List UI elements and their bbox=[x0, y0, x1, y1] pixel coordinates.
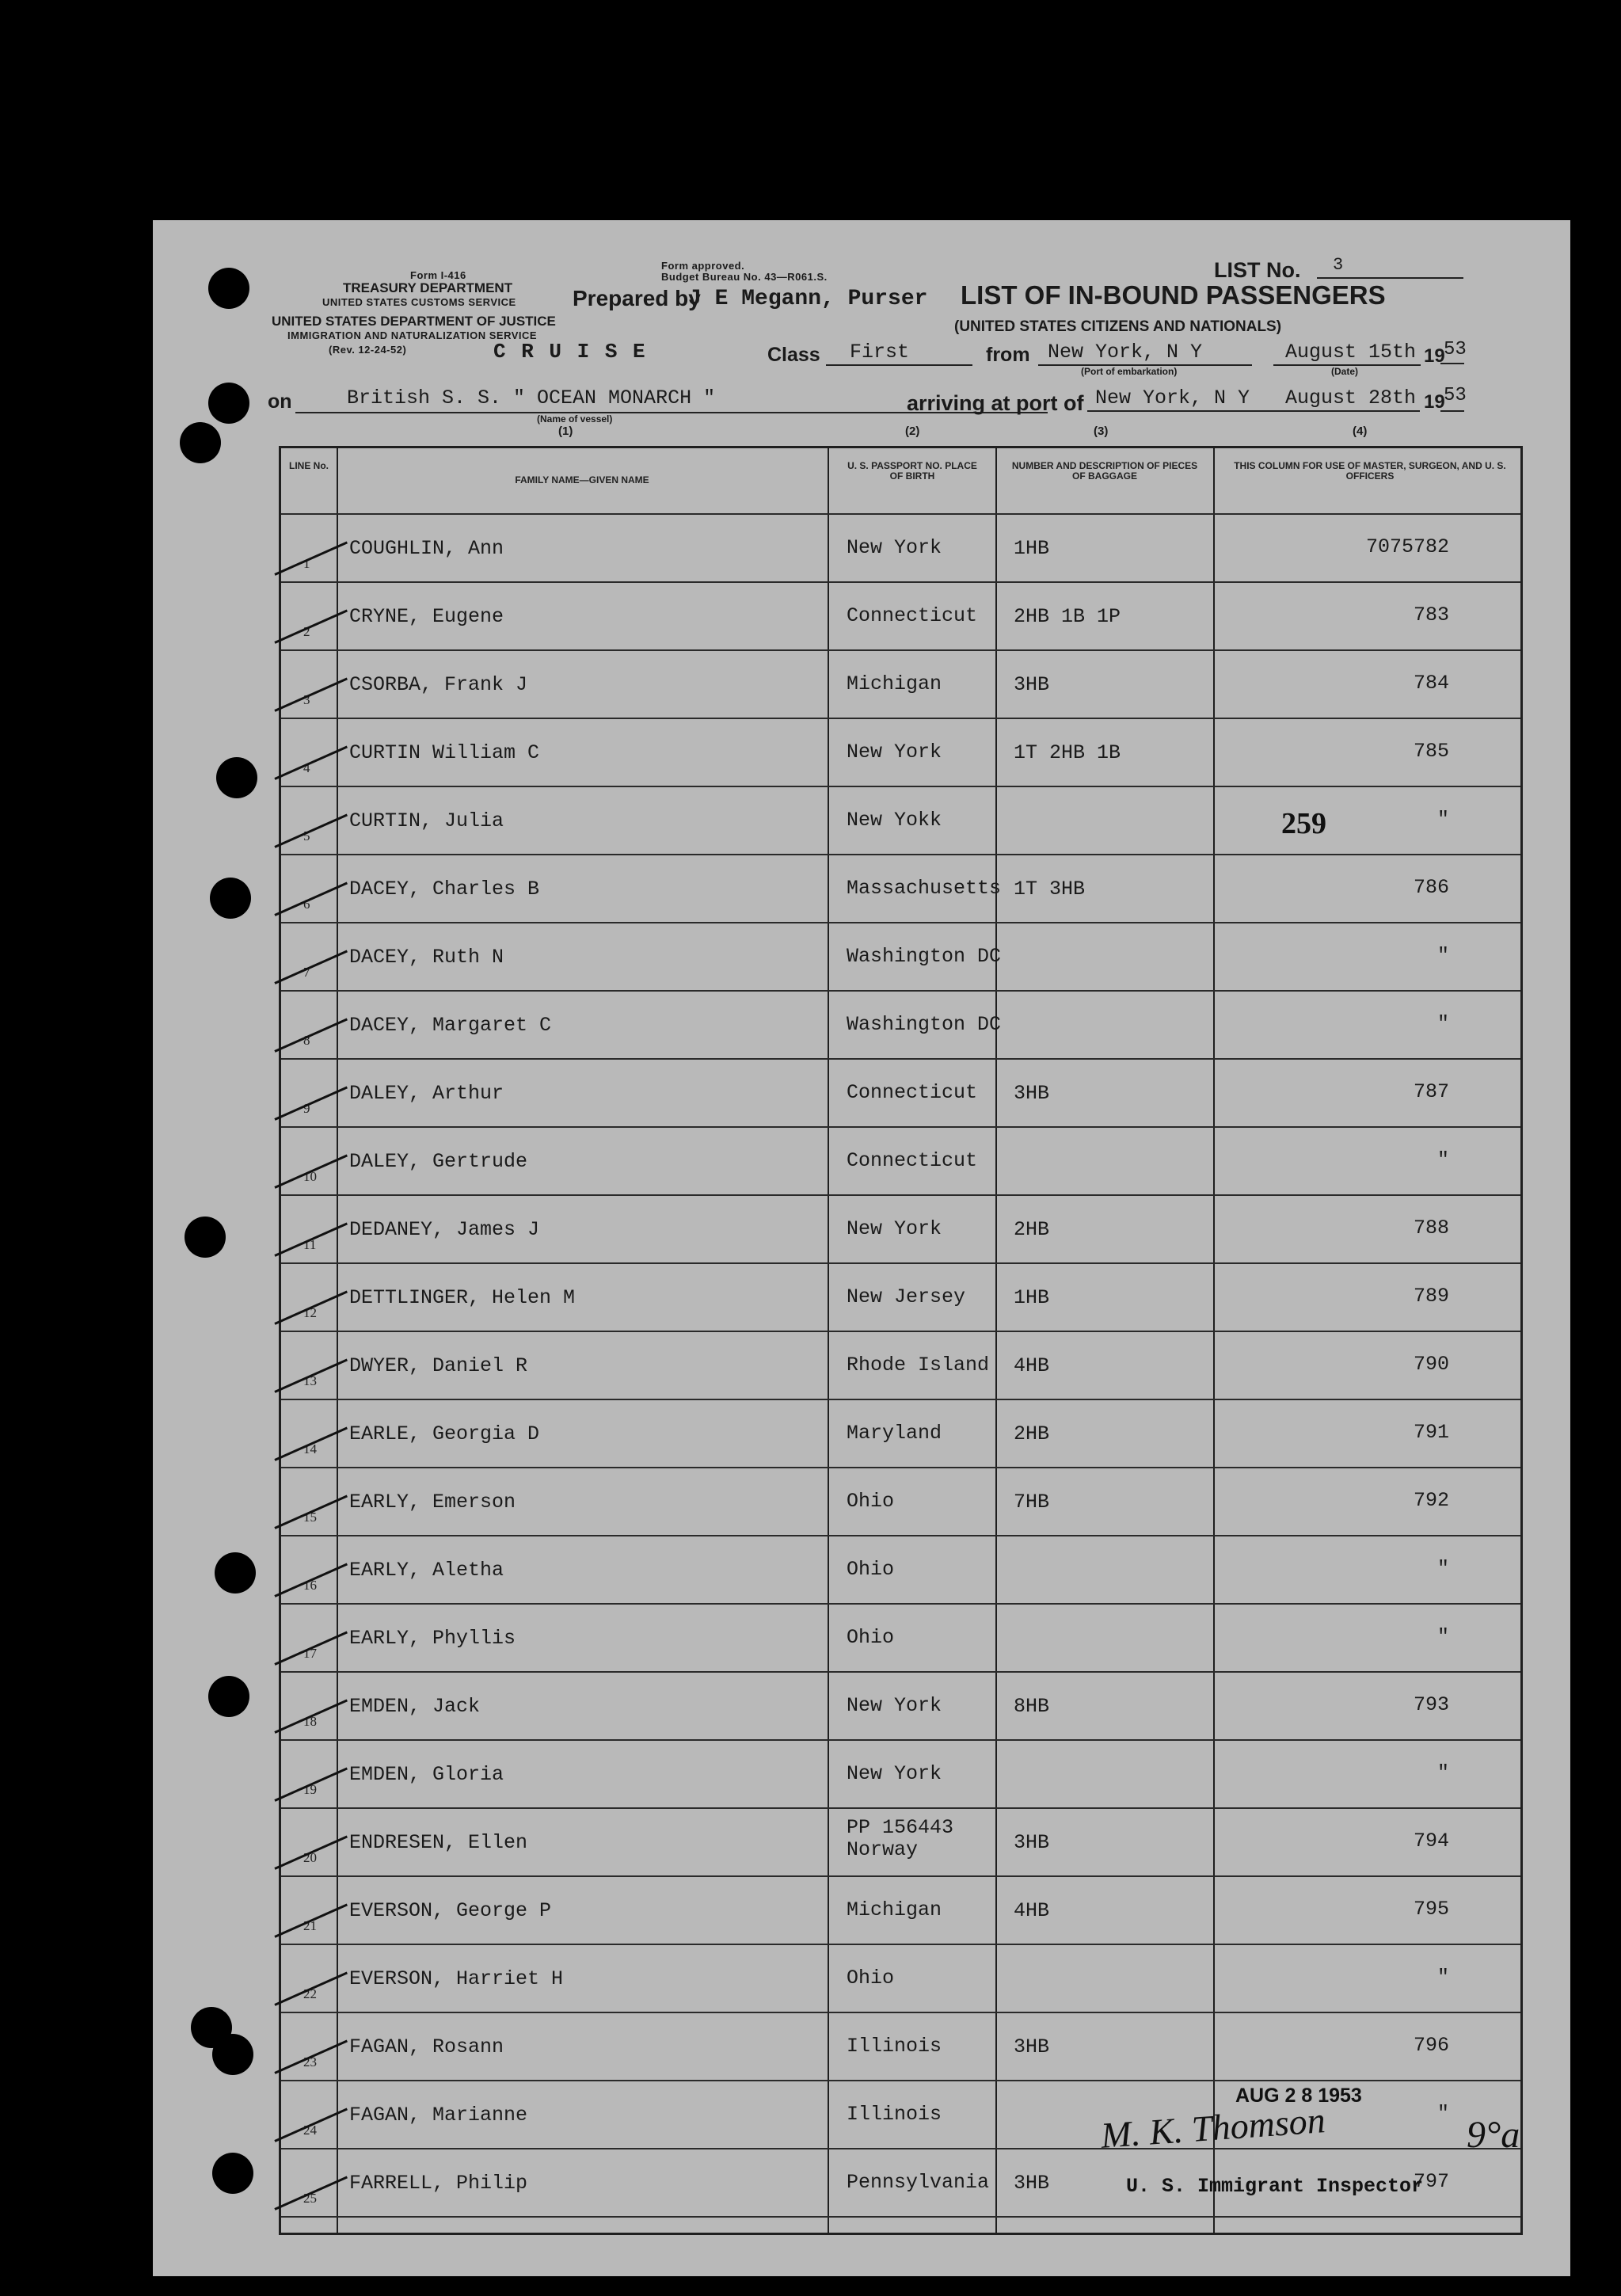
official-number: 792 bbox=[1413, 1489, 1449, 1512]
handwritten-count: 259 bbox=[1281, 807, 1326, 840]
baggage: 8HB bbox=[1014, 1695, 1050, 1718]
col-num-3: (3) bbox=[1094, 425, 1109, 438]
punch-hole bbox=[180, 422, 221, 463]
baggage: 3HB bbox=[1014, 673, 1050, 696]
baggage: 3HB bbox=[1014, 1082, 1050, 1105]
baggage: 4HB bbox=[1014, 1354, 1050, 1377]
vessel-name: British S. S. " OCEAN MONARCH " bbox=[347, 386, 716, 409]
form-approved: Form approved. bbox=[661, 260, 745, 272]
place-of-birth: Illinois bbox=[847, 2103, 942, 2126]
col-num-1: (1) bbox=[558, 425, 573, 438]
passenger-name: COUGHLIN, Ann bbox=[349, 537, 504, 560]
line-number: 10 bbox=[303, 1169, 317, 1184]
line-number: 13 bbox=[303, 1373, 317, 1388]
passenger-name: DACEY, Ruth N bbox=[349, 946, 504, 969]
passenger-name: EARLE, Georgia D bbox=[349, 1422, 540, 1445]
official-number: 795 bbox=[1413, 1898, 1449, 1921]
official-number: 790 bbox=[1413, 1353, 1449, 1376]
place-of-birth: Washington DC bbox=[847, 1013, 1002, 1036]
passenger-name: CSORBA, Frank J bbox=[349, 673, 528, 696]
inspector-signature: M. K. Thomson bbox=[1099, 2100, 1327, 2156]
official-number: 785 bbox=[1413, 740, 1449, 763]
baggage: 7HB bbox=[1014, 1491, 1050, 1514]
place-of-birth: Michigan bbox=[847, 1898, 942, 1921]
place-of-birth: Ohio bbox=[847, 1626, 895, 1649]
place-of-birth: New York bbox=[847, 1694, 942, 1717]
line-number: 15 bbox=[303, 1510, 317, 1525]
place-of-birth: New York bbox=[847, 1217, 942, 1240]
col-num-4: (4) bbox=[1353, 425, 1368, 438]
baggage: 2HB bbox=[1014, 1422, 1050, 1445]
from-year: 53 bbox=[1444, 339, 1467, 360]
punch-hole bbox=[216, 757, 257, 798]
place-of-birth: Rhode Island bbox=[847, 1354, 990, 1376]
official-number: " bbox=[1436, 1966, 1449, 1989]
passenger-name: CURTIN, Julia bbox=[349, 809, 504, 832]
header-line-no: LINE No. bbox=[289, 460, 329, 471]
line-number: 23 bbox=[303, 2054, 317, 2069]
official-number: " bbox=[1436, 1761, 1449, 1784]
official-number: " bbox=[1436, 2102, 1449, 2125]
header-officers: THIS COLUMN FOR USE OF MASTER, SURGEON, AND U. S. OFFICERS bbox=[1234, 460, 1506, 482]
passenger-name: EARLY, Emerson bbox=[349, 1491, 516, 1514]
prepared-label: Prepared by bbox=[573, 286, 701, 310]
place-of-birth: Ohio bbox=[847, 1490, 895, 1513]
passenger-name: FAGAN, Marianne bbox=[349, 2104, 528, 2127]
official-number: 794 bbox=[1413, 1830, 1449, 1852]
line-number: 12 bbox=[303, 1305, 317, 1320]
passenger-name: DACEY, Margaret C bbox=[349, 1014, 552, 1037]
punch-hole bbox=[185, 1217, 226, 1258]
line-number: 6 bbox=[303, 897, 310, 912]
budget-bureau: Budget Bureau No. 43—R061.S. bbox=[661, 271, 828, 283]
place-of-birth: Washington DC bbox=[847, 945, 1002, 968]
from-port: New York, N Y bbox=[1048, 341, 1203, 364]
official-number: 793 bbox=[1413, 1693, 1449, 1716]
dept-ins: IMMIGRATION AND NATURALIZATION SERVICE bbox=[287, 329, 538, 341]
header-passport: U. S. PASSPORT NO. PLACE OF BIRTH bbox=[847, 460, 977, 482]
passenger-name: DALEY, Gertrude bbox=[349, 1150, 528, 1173]
place-of-birth: PP 156443 Norway bbox=[847, 1816, 954, 1861]
passenger-name: CRYNE, Eugene bbox=[349, 605, 504, 628]
year-prefix: 19 bbox=[1424, 345, 1445, 367]
punch-hole bbox=[210, 878, 251, 919]
passenger-table bbox=[279, 446, 1523, 2235]
inspection-date-stamp: AUG 2 8 1953 bbox=[1235, 2085, 1362, 2107]
passenger-name: CURTIN William C bbox=[349, 741, 540, 764]
line-number: 4 bbox=[303, 760, 310, 775]
list-number-label: LIST No. bbox=[1214, 258, 1301, 282]
official-number: 788 bbox=[1413, 1217, 1449, 1239]
place-of-birth: New York bbox=[847, 1762, 942, 1785]
passenger-name: EARLY, Aletha bbox=[349, 1559, 504, 1582]
punch-hole bbox=[208, 268, 249, 309]
header-name: FAMILY NAME—GIVEN NAME bbox=[515, 474, 649, 485]
dept-justice: UNITED STATES DEPARTMENT OF JUSTICE bbox=[272, 314, 556, 329]
line-number: 22 bbox=[303, 1986, 317, 2001]
line-number: 7 bbox=[303, 965, 310, 980]
on-label: on bbox=[268, 390, 292, 413]
class-label: Class bbox=[767, 344, 820, 366]
arriving-label: arriving at port of bbox=[907, 391, 1084, 415]
place-of-birth: Connecticut bbox=[847, 604, 978, 627]
baggage: 2HB 1B 1P bbox=[1014, 605, 1121, 628]
place-of-birth: Illinois bbox=[847, 2035, 942, 2058]
dept-customs: UNITED STATES CUSTOMS SERVICE bbox=[322, 296, 516, 308]
line-number: 14 bbox=[303, 1441, 317, 1456]
place-of-birth: New Yokk bbox=[847, 809, 942, 832]
from-date: August 15th bbox=[1285, 341, 1417, 364]
official-number: 786 bbox=[1413, 876, 1449, 899]
passenger-name: DEDANEY, James J bbox=[349, 1218, 540, 1241]
line-number: 18 bbox=[303, 1714, 317, 1729]
line-number: 25 bbox=[303, 2191, 317, 2206]
line-number: 5 bbox=[303, 828, 310, 843]
official-number: " bbox=[1436, 1012, 1449, 1035]
passenger-name: DETTLINGER, Helen M bbox=[349, 1286, 576, 1309]
punch-hole bbox=[208, 1676, 249, 1717]
baggage: 1HB bbox=[1014, 537, 1050, 560]
line-number: 24 bbox=[303, 2123, 317, 2138]
line-number: 3 bbox=[303, 692, 310, 707]
date-caption: (Date) bbox=[1331, 366, 1359, 377]
prepared-by: J E Megann, Purser bbox=[688, 287, 928, 311]
header-baggage: NUMBER AND DESCRIPTION OF PIECES OF BAGGAGE bbox=[1011, 460, 1198, 482]
place-of-birth: Ohio bbox=[847, 1558, 895, 1581]
dept-treasury: TREASURY DEPARTMENT bbox=[343, 280, 513, 295]
line-number: 19 bbox=[303, 1782, 317, 1797]
place-of-birth: Maryland bbox=[847, 1422, 942, 1445]
baggage: 1T 2HB 1B bbox=[1014, 741, 1121, 764]
punch-hole bbox=[208, 383, 249, 424]
margin-note: 9°a bbox=[1467, 2114, 1520, 2156]
from-label: from bbox=[986, 344, 1030, 366]
list-number: 3 bbox=[1333, 255, 1344, 275]
passenger-name: EVERSON, George P bbox=[349, 1899, 552, 1922]
official-number: 791 bbox=[1413, 1421, 1449, 1444]
passenger-name: FAGAN, Rosann bbox=[349, 2035, 504, 2058]
arriving-date: August 28th bbox=[1285, 386, 1417, 409]
place-of-birth: Connecticut bbox=[847, 1149, 978, 1172]
line-number: 20 bbox=[303, 1850, 317, 1865]
line-number: 8 bbox=[303, 1033, 310, 1048]
class-value: First bbox=[850, 341, 910, 364]
place-of-birth: New York bbox=[847, 536, 942, 559]
arriving-port: New York, N Y bbox=[1095, 386, 1250, 409]
place-of-birth: Ohio bbox=[847, 1967, 895, 1989]
document-title: LIST OF IN-BOUND PASSENGERS bbox=[961, 280, 1386, 310]
place-of-birth: Connecticut bbox=[847, 1081, 978, 1104]
line-number: 21 bbox=[303, 1918, 317, 1933]
baggage: 3HB bbox=[1014, 1831, 1050, 1854]
official-number: 789 bbox=[1413, 1285, 1449, 1308]
baggage: 4HB bbox=[1014, 1899, 1050, 1922]
punch-hole bbox=[212, 2153, 253, 2194]
baggage: 1T 3HB bbox=[1014, 878, 1086, 901]
baggage: 3HB bbox=[1014, 2172, 1050, 2195]
official-number: " bbox=[1436, 944, 1449, 967]
official-number: " bbox=[1436, 1625, 1449, 1648]
place-of-birth: New Jersey bbox=[847, 1285, 966, 1308]
official-number: 7075782 bbox=[1365, 535, 1449, 558]
line-number: 11 bbox=[303, 1237, 317, 1252]
arriving-year: 53 bbox=[1444, 385, 1467, 406]
place-of-birth: Pennsylvania bbox=[847, 2171, 990, 2194]
baggage: 2HB bbox=[1014, 1218, 1050, 1241]
cruise-label: C R U I S E bbox=[493, 340, 647, 364]
baggage: 1HB bbox=[1014, 1286, 1050, 1309]
line-number: 9 bbox=[303, 1101, 310, 1116]
passenger-name: ENDRESEN, Ellen bbox=[349, 1831, 528, 1854]
official-number: " bbox=[1436, 1557, 1449, 1580]
revision: (Rev. 12-24-52) bbox=[329, 344, 407, 356]
place-of-birth: Massachusetts bbox=[847, 877, 1002, 900]
passenger-name: EARLY, Phyllis bbox=[349, 1627, 516, 1650]
baggage: 3HB bbox=[1014, 2035, 1050, 2058]
passenger-name: DACEY, Charles B bbox=[349, 878, 540, 901]
year-prefix-2: 19 bbox=[1424, 391, 1445, 413]
port-caption: (Port of embarkation) bbox=[1081, 366, 1178, 377]
line-number: 2 bbox=[303, 624, 310, 639]
place-of-birth: Michigan bbox=[847, 672, 942, 695]
place-of-birth: New York bbox=[847, 741, 942, 763]
form-number: Form I-416 bbox=[410, 269, 466, 281]
official-number: 787 bbox=[1413, 1080, 1449, 1103]
passenger-name: DALEY, Arthur bbox=[349, 1082, 504, 1105]
passenger-name: EMDEN, Jack bbox=[349, 1695, 481, 1718]
official-number: 783 bbox=[1413, 604, 1449, 626]
official-number: " bbox=[1436, 808, 1449, 831]
line-number: 16 bbox=[303, 1578, 317, 1593]
passenger-name: DWYER, Daniel R bbox=[349, 1354, 528, 1377]
official-number: 784 bbox=[1413, 672, 1449, 695]
inspector-label: U. S. Immigrant Inspector bbox=[1126, 2175, 1424, 2198]
passenger-name: FARRELL, Philip bbox=[349, 2172, 528, 2195]
official-number: " bbox=[1436, 1148, 1449, 1171]
document-subtitle: (UNITED STATES CITIZENS AND NATIONALS) bbox=[954, 318, 1282, 335]
official-number: 797 bbox=[1413, 2170, 1449, 2193]
line-number: 1 bbox=[303, 556, 310, 571]
col-num-2: (2) bbox=[905, 425, 920, 438]
passenger-name: EMDEN, Gloria bbox=[349, 1763, 504, 1786]
vessel-caption: (Name of vessel) bbox=[537, 413, 613, 425]
passenger-name: EVERSON, Harriet H bbox=[349, 1967, 564, 1990]
line-number: 17 bbox=[303, 1646, 317, 1661]
official-number: 796 bbox=[1413, 2034, 1449, 2057]
punch-hole bbox=[215, 1552, 256, 1593]
punch-hole bbox=[212, 2034, 253, 2075]
